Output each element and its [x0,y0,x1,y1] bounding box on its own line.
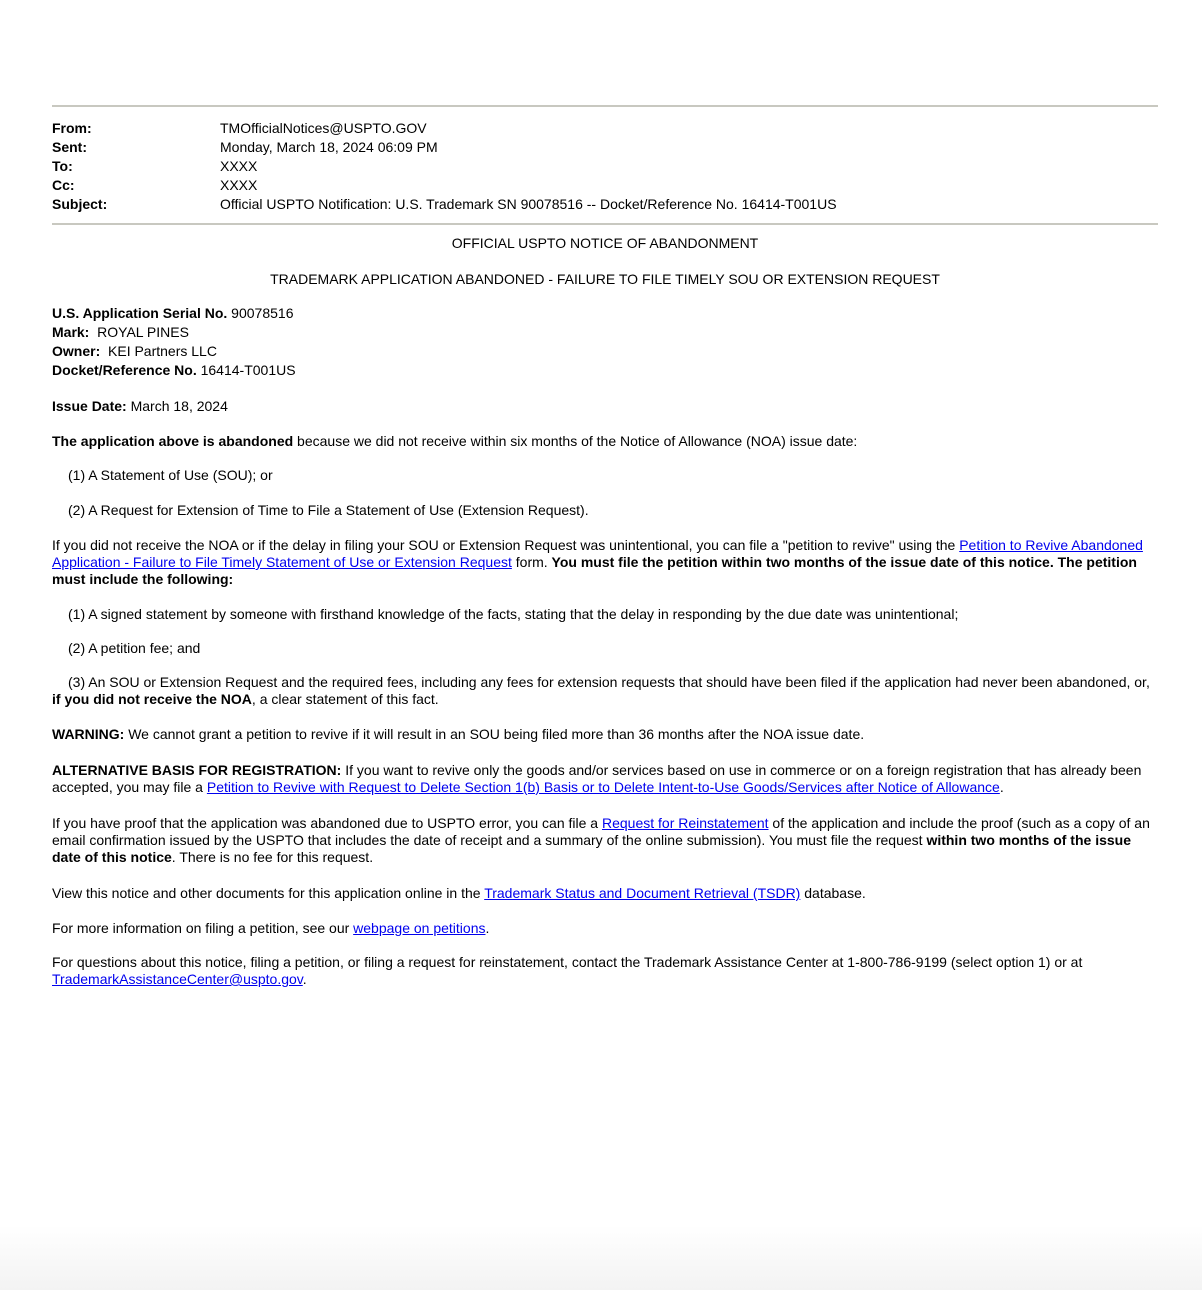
issue-date-line [52,398,1158,415]
serial-label: U.S. Application Serial No. [52,305,228,321]
assistance-center-email-link[interactable]: TrademarkAssistanceCenter@uspto.gov [52,971,303,987]
notice-subtitle: TRADEMARK APPLICATION ABANDONED - FAILURE TO FILE TIMELY SOU OR EXTENSION REQUEST [270,271,940,287]
more-info-text: For more information on filing a petition, see our [52,920,354,936]
sent-row [52,138,1158,157]
alternative-basis-end: . [999,779,1004,795]
owner-label: Owner: [52,343,101,359]
from-row [52,119,1158,138]
tsdr-end: database. [800,885,866,901]
email-document [52,105,1158,988]
sent-value: Monday, March 18, 2024 06:09 PM [220,139,438,155]
alternative-basis-text: If you want to revive only the goods and/or services based on use in commerce or on a foreign registration that has already been accepted, you may file a [52,762,1142,795]
mark-row [52,323,1158,342]
requirement-3-end: , a clear statement of this fact. [251,691,439,707]
revive-paragraph [52,537,1158,588]
reinstatement-mid-text: of the application and include the proof (such as a copy of an email confirmation issued by the USPTO that includes the date of receipt and a summary of the online submission). You must file the request [52,815,1150,848]
issue-date-label: Issue Date: [52,398,127,414]
header-bottom-divider [52,223,1158,225]
tsdr-link[interactable]: Trademark Status and Document Retrieval (TSDR) [484,885,801,901]
tsdr-text: View this notice and other documents for this application online in the [52,885,485,901]
abandoned-bold: The application above is abandoned [52,433,294,449]
warning-paragraph [52,726,1158,743]
requirement-3 [52,674,1158,708]
owner-row [52,342,1158,361]
cc-row [52,176,1158,195]
reinstatement-paragraph [52,815,1158,866]
docket-value: 16414-T001US [196,362,296,378]
email-header [52,107,1158,223]
more-info-paragraph [52,920,1158,937]
docket-label: Docket/Reference No. [52,362,197,378]
owner-value: KEI Partners LLC [100,343,217,359]
contact-text: For questions about this notice, filing a petition, or filing a request for reinstatement, contact the Trademark Assistance Center at 1-800-786-9199 (select option 1) or at [52,954,1083,970]
cc-value: XXXX [220,177,258,193]
revive-deadline-bold: You must file the petition within two months of the issue date of this notice. The petition must include the following: [52,554,1137,587]
subject-value: Official USPTO Notification: U.S. Trademark SN 90078516 -- Docket/Reference No. 16414-T001US [220,196,837,212]
to-value: XXXX [220,158,258,174]
reason-1: (1) A Statement of Use (SOU); or [68,467,273,483]
revive-text: If you did not receive the NOA or if the delay in filing your SOU or Extension Request was unintentional, you can file a "petition to revive" using the [52,537,960,553]
docket-row [52,361,1158,380]
petition-delete-basis-link[interactable]: Petition to Revive with Request to Delete Section 1(b) Basis or to Delete Intent-to-Use Goods/Services after Notice of Allowance [206,779,1000,795]
abandoned-paragraph [52,433,1158,450]
requirement-3-bold: if you did not receive the NOA [52,691,252,707]
warning-label: WARNING: [52,726,125,742]
reinstatement-end: . There is no fee for this request. [171,849,374,865]
revive-form-text: form. [511,554,552,570]
contact-end: . [302,971,307,987]
contact-paragraph [52,954,1158,988]
more-info-end: . [485,920,490,936]
cc-label: Cc: [52,177,75,193]
subject-row [52,195,1158,214]
reinstatement-deadline-bold: within two months of the issue date of this notice [52,832,1131,865]
serial-row [52,304,1158,323]
from-label: From: [52,120,92,136]
abandoned-text: because we did not receive within six months of the Notice of Allowance (NOA) issue date: [293,433,858,449]
tsdr-paragraph [52,885,1158,902]
alternative-basis-paragraph [52,762,1158,796]
requirement-1: (1) A signed statement by someone with firsthand knowledge of the facts, stating that the delay in responding by the due date was unintentional; [68,606,959,622]
issue-date-value: March 18, 2024 [126,398,228,414]
requirement-2: (2) A petition fee; and [68,640,201,656]
request-for-reinstatement-link[interactable]: Request for Reinstatement [601,815,769,831]
serial-value: 90078516 [227,305,294,321]
mark-value: ROYAL PINES [89,324,189,340]
petition-to-revive-link[interactable]: Petition to Revive Abandoned Application - Failure to File Timely Statement of Use or Extension Request [52,537,1143,570]
sent-label: Sent: [52,139,87,155]
reason-2: (2) A Request for Extension of Time to File a Statement of Use (Extension Request). [68,502,589,518]
to-row [52,157,1158,176]
application-info [52,304,1158,380]
subject-label: Subject: [52,196,108,212]
reinstatement-text: If you have proof that the application was abandoned due to USPTO error, you can file a [52,815,602,831]
petitions-webpage-link[interactable]: webpage on petitions [353,920,486,936]
from-value: TMOfficialNotices@USPTO.GOV [220,120,427,136]
requirement-3-text: (3) An SOU or Extension Request and the required fees, including any fees for extension requests that should have been filed if the application had never been abandoned, or, [68,674,1150,690]
to-label: To: [52,158,73,174]
alternative-basis-label: ALTERNATIVE BASIS FOR REGISTRATION: [52,762,342,778]
warning-text: We cannot grant a petition to revive if it will result in an SOU being filed more than 36 months after the NOA issue date. [124,726,865,742]
mark-label: Mark: [52,324,90,340]
notice-title: OFFICIAL USPTO NOTICE OF ABANDONMENT [451,235,759,251]
